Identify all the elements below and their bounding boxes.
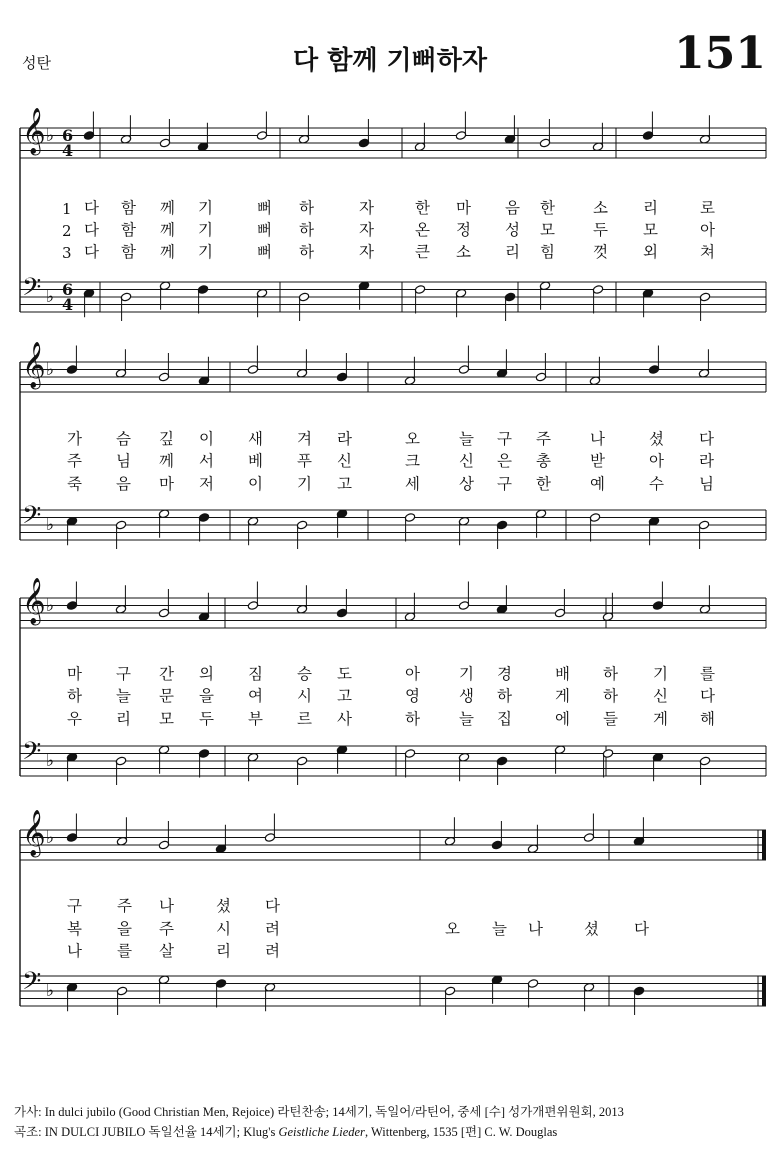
lyric-syllable: 다 bbox=[84, 199, 99, 217]
lyric-syllable: 다 bbox=[700, 687, 715, 705]
lyric-syllable: 게 bbox=[653, 710, 668, 728]
verse-number: 1 bbox=[62, 200, 72, 218]
lyric-syllable: 사 bbox=[337, 710, 352, 728]
lyric-syllable: 주 bbox=[67, 452, 82, 470]
lyric-syllable: 슴 bbox=[116, 430, 131, 448]
treble-clef-icon: 𝄞 bbox=[22, 810, 46, 856]
lyric-syllable: 도 bbox=[337, 665, 352, 683]
lyric-syllable: 힘 bbox=[540, 243, 555, 261]
lyric-syllable: 하 bbox=[67, 687, 82, 705]
lyric-syllable: 께 bbox=[160, 221, 175, 239]
lyric-syllable: 문 bbox=[159, 687, 174, 705]
lyric-syllable: 함 bbox=[121, 221, 136, 239]
lyric-syllable: 늘 bbox=[459, 430, 474, 448]
lyric-syllable: 여 bbox=[248, 687, 263, 705]
lyric-syllable: 살 bbox=[159, 942, 174, 960]
lyric-syllable: 마 bbox=[67, 665, 82, 683]
lyric-syllable: 신 bbox=[337, 452, 352, 470]
lyric-syllable: 우 bbox=[67, 710, 82, 728]
bass-clef-icon: 𝄢 bbox=[22, 967, 42, 1002]
lyric-syllable: 다 bbox=[84, 243, 99, 261]
lyric-syllable: 모 bbox=[159, 710, 174, 728]
lyric-syllable: 기 bbox=[198, 221, 213, 239]
lyric-syllable: 이 bbox=[248, 475, 263, 493]
lyric-syllable: 함 bbox=[121, 199, 136, 217]
verse-number: 2 bbox=[62, 222, 72, 240]
key-signature-flat-icon: ♭ bbox=[46, 828, 55, 848]
bass-clef-icon: 𝄢 bbox=[22, 501, 42, 536]
lyric-syllable: 르 bbox=[297, 710, 312, 728]
lyric-syllable: 모 bbox=[540, 221, 555, 239]
lyric-syllable: 주 bbox=[117, 897, 132, 915]
lyric-syllable: 해 bbox=[700, 710, 715, 728]
lyric-syllable: 간 bbox=[159, 665, 174, 683]
lyric-syllable: 게 bbox=[555, 687, 570, 705]
lyric-syllable: 겨 bbox=[297, 430, 312, 448]
lyric-syllable: 총 bbox=[536, 452, 551, 470]
lyric-syllable: 을 bbox=[199, 687, 214, 705]
lyric-syllable: 고 bbox=[337, 687, 352, 705]
lyric-syllable: 소 bbox=[593, 199, 608, 217]
lyric-syllable: 자 bbox=[359, 221, 374, 239]
lyric-syllable: 깊 bbox=[159, 430, 174, 448]
lyric-syllable: 아 bbox=[649, 452, 664, 470]
lyric-syllable: 복 bbox=[67, 920, 82, 938]
lyric-syllable: 께 bbox=[160, 243, 175, 261]
lyric-syllable: 늘 bbox=[459, 710, 474, 728]
final-barline-thick bbox=[762, 830, 766, 860]
key-signature-flat-icon: ♭ bbox=[46, 287, 55, 307]
lyric-syllable: 새 bbox=[248, 430, 263, 448]
lyric-syllable: 마 bbox=[456, 199, 471, 217]
lyric-syllable: 아 bbox=[700, 221, 715, 239]
lyric-syllable: 기 bbox=[198, 199, 213, 217]
lyric-syllable: 나 bbox=[528, 920, 543, 938]
lyric-syllable: 하 bbox=[299, 199, 314, 217]
lyric-syllable: 두 bbox=[199, 710, 214, 728]
lyric-syllable: 려 bbox=[265, 942, 280, 960]
lyric-syllable: 온 bbox=[415, 221, 430, 239]
lyric-syllable: 셨 bbox=[216, 897, 231, 915]
lyric-syllable: 이 bbox=[199, 430, 214, 448]
lyric-syllable: 음 bbox=[505, 199, 520, 217]
lyric-syllable: 라 bbox=[699, 452, 714, 470]
lyric-syllable: 함 bbox=[121, 243, 136, 261]
credits-lyrics: 가사: In dulci jubilo (Good Christian Men, Rejoice) 라틴찬송; 14세기, 독일어/라틴어, 중세 [수] 성가개편위원회, 2013 bbox=[14, 1105, 624, 1119]
final-barline-thick bbox=[762, 976, 766, 1006]
bass-clef-icon: 𝄢 bbox=[22, 737, 42, 772]
lyric-syllable: 나 bbox=[159, 897, 174, 915]
lyric-syllable: 구 bbox=[67, 897, 82, 915]
lyric-syllable: 시 bbox=[216, 920, 231, 938]
key-signature-flat-icon: ♭ bbox=[46, 981, 55, 1001]
lyric-syllable: 뻐 bbox=[257, 243, 272, 261]
lyric-syllable: 님 bbox=[116, 452, 131, 470]
lyric-syllable: 고 bbox=[337, 475, 352, 493]
lyric-syllable: 자 bbox=[359, 243, 374, 261]
lyric-syllable: 상 bbox=[459, 475, 474, 493]
time-signature bbox=[62, 128, 73, 158]
lyric-syllable: 오 bbox=[405, 430, 420, 448]
lyric-syllable: 구 bbox=[497, 475, 512, 493]
bass-clef-icon: 𝄢 bbox=[22, 273, 42, 308]
lyric-syllable: 기 bbox=[297, 475, 312, 493]
lyric-syllable: 나 bbox=[590, 430, 605, 448]
key-signature-flat-icon: ♭ bbox=[46, 126, 55, 146]
lyric-syllable: 아 bbox=[405, 665, 420, 683]
lyric-syllable: 기 bbox=[459, 665, 474, 683]
lyric-syllable: 예 bbox=[590, 475, 605, 493]
lyric-syllable: 하 bbox=[405, 710, 420, 728]
lyric-syllable: 다 bbox=[699, 430, 714, 448]
lyric-syllable: 님 bbox=[699, 475, 714, 493]
lyric-syllable: 소 bbox=[456, 243, 471, 261]
treble-clef-icon: 𝄞 bbox=[22, 578, 46, 624]
lyric-syllable: 리 bbox=[116, 710, 131, 728]
lyric-syllable: 기 bbox=[198, 243, 213, 261]
lyric-syllable: 저 bbox=[199, 475, 214, 493]
lyric-syllable: 들 bbox=[603, 710, 618, 728]
lyric-syllable: 신 bbox=[653, 687, 668, 705]
lyric-syllable: 경 bbox=[497, 665, 512, 683]
lyric-syllable: 주 bbox=[159, 920, 174, 938]
lyric-syllable: 구 bbox=[116, 665, 131, 683]
lyric-syllable: 셨 bbox=[649, 430, 664, 448]
key-signature-flat-icon: ♭ bbox=[46, 515, 55, 535]
hymn-category: 성탄 bbox=[22, 54, 51, 72]
lyric-syllable: 구 bbox=[497, 430, 512, 448]
lyric-syllable: 께 bbox=[159, 452, 174, 470]
lyric-syllable: 다 bbox=[84, 221, 99, 239]
lyric-syllable: 큰 bbox=[415, 243, 430, 261]
lyric-syllable: 다 bbox=[265, 897, 280, 915]
lyric-syllable: 죽 bbox=[67, 475, 82, 493]
lyric-syllable: 집 bbox=[497, 710, 512, 728]
lyric-syllable: 생 bbox=[459, 687, 474, 705]
lyric-syllable: 정 bbox=[456, 221, 471, 239]
lyric-syllable: 승 bbox=[297, 665, 312, 683]
lyric-syllable: 라 bbox=[337, 430, 352, 448]
lyric-syllable: 뻐 bbox=[257, 199, 272, 217]
time-signature-top: 6 bbox=[62, 280, 74, 299]
lyric-syllable: 기 bbox=[653, 665, 668, 683]
lyric-syllable: 껏 bbox=[593, 243, 608, 261]
time-signature-bottom: 4 bbox=[62, 295, 74, 314]
credits-tune-suffix: , Wittenberg, 1535 [편] C. W. Douglas bbox=[364, 1125, 558, 1139]
lyric-syllable: 영 bbox=[405, 687, 420, 705]
time-signature-bottom: 4 bbox=[62, 141, 74, 160]
lyric-syllable: 크 bbox=[405, 452, 420, 470]
lyric-syllable: 려 bbox=[265, 920, 280, 938]
treble-clef-icon: 𝄞 bbox=[22, 342, 46, 388]
lyric-syllable: 의 bbox=[199, 665, 214, 683]
hymn-number: 151 bbox=[674, 28, 766, 79]
lyric-syllable: 주 bbox=[536, 430, 551, 448]
hymn-title: 다 함께 기뻐하자 bbox=[293, 46, 487, 76]
lyric-syllable: 셨 bbox=[584, 920, 599, 938]
lyric-syllable: 자 bbox=[359, 199, 374, 217]
lyric-syllable: 에 bbox=[555, 710, 570, 728]
lyric-syllable: 늘 bbox=[492, 920, 507, 938]
credits-tune-prefix: 곡조: IN DULCI JUBILO 독일선율 14세기; Klug's bbox=[14, 1125, 279, 1139]
lyric-syllable: 하 bbox=[603, 665, 618, 683]
lyric-syllable: 외 bbox=[643, 243, 658, 261]
credits-tune bbox=[14, 1122, 557, 1140]
lyric-syllable: 한 bbox=[415, 199, 430, 217]
lyric-syllable: 뻐 bbox=[257, 221, 272, 239]
lyric-syllable: 부 bbox=[248, 710, 263, 728]
lyric-syllable: 나 bbox=[67, 942, 82, 960]
lyric-syllable: 두 bbox=[593, 221, 608, 239]
lyric-syllable: 한 bbox=[536, 475, 551, 493]
lyric-syllable: 수 bbox=[649, 475, 664, 493]
lyric-syllable: 오 bbox=[445, 920, 460, 938]
lyric-syllable: 한 bbox=[540, 199, 555, 217]
lyric-syllable: 께 bbox=[160, 199, 175, 217]
lyric-syllable: 모 bbox=[643, 221, 658, 239]
lyric-syllable: 마 bbox=[159, 475, 174, 493]
lyric-syllable: 신 bbox=[459, 452, 474, 470]
lyric-syllable: 를 bbox=[700, 665, 715, 683]
lyric-syllable: 성 bbox=[505, 221, 520, 239]
lyric-syllable: 하 bbox=[497, 687, 512, 705]
lyric-syllable: 음 bbox=[116, 475, 131, 493]
lyric-syllable: 푸 bbox=[297, 452, 312, 470]
lyric-syllable: 하 bbox=[299, 243, 314, 261]
lyric-syllable: 가 bbox=[67, 430, 82, 448]
lyric-syllable: 은 bbox=[497, 452, 512, 470]
key-signature-flat-icon: ♭ bbox=[46, 751, 55, 771]
lyric-syllable: 쳐 bbox=[700, 243, 715, 261]
lyric-syllable: 하 bbox=[299, 221, 314, 239]
lyric-syllable: 늘 bbox=[116, 687, 131, 705]
lyric-syllable: 다 bbox=[634, 920, 649, 938]
lyric-syllable: 시 bbox=[297, 687, 312, 705]
key-signature-flat-icon: ♭ bbox=[46, 360, 55, 380]
treble-clef-icon: 𝄞 bbox=[22, 108, 46, 154]
lyric-syllable: 짐 bbox=[248, 665, 263, 683]
key-signature-flat-icon: ♭ bbox=[46, 596, 55, 616]
lyric-syllable: 서 bbox=[199, 452, 214, 470]
lyric-syllable: 를 bbox=[117, 942, 132, 960]
lyric-syllable: 을 bbox=[117, 920, 132, 938]
lyric-syllable: 베 bbox=[248, 452, 263, 470]
lyric-syllable: 세 bbox=[405, 475, 420, 493]
time-signature-top: 6 bbox=[62, 126, 74, 145]
lyric-syllable: 배 bbox=[555, 665, 570, 683]
verse-number: 3 bbox=[62, 244, 72, 262]
lyric-syllable: 받 bbox=[590, 452, 605, 470]
lyric-syllable: 로 bbox=[700, 199, 715, 217]
lyric-syllable: 하 bbox=[603, 687, 618, 705]
credits-tune-source: Geistliche Lieder bbox=[278, 1125, 365, 1139]
time-signature bbox=[62, 282, 73, 312]
lyric-syllable: 리 bbox=[643, 199, 658, 217]
lyric-syllable: 리 bbox=[216, 942, 231, 960]
lyric-syllable: 리 bbox=[505, 243, 520, 261]
